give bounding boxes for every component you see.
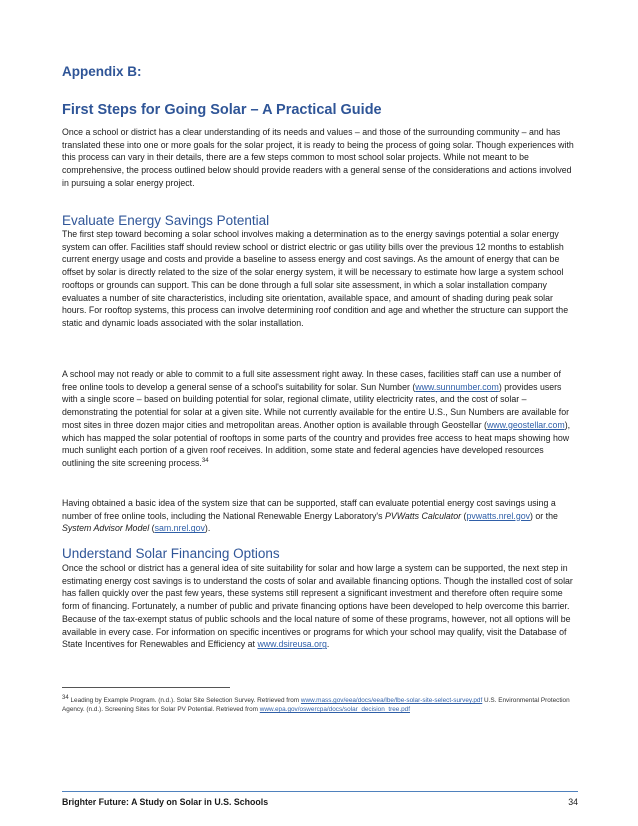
energy-savings-paragraph-2: A school may not ready or able to commit to a full site assessment right away. In these cases, facilities staff can use a number of free online tools to develop a general sense of a school's suitability for solar. Sun Number (www.sunnumber.com) provides users with a single score – based on building potential for solar, regional climate, utility electricity rates, and the cost of solar – demonstrating the potential for solar at a given site. While not currently available for the entire U.S., Sun Numbers are available for most sites in three dozen major cities and metropolitan areas. Another option is available through Geostellar (www.geostellar.com), which has mapped the solar potential of rooftops in some parts of the country and provides free access to heat maps showing how much sunlight each portion of a given roof receives. In addition, some state and federal agencies have developed resources outlining the site screening process.$^{34}$ [62, 369, 571, 468]
footer-document-title: Brighter Future: A Study on Solar in U.S. Schools [62, 797, 269, 807]
page-title: First Steps for Going Solar – A Practical Guide [62, 102, 382, 118]
footnote-separator [62, 687, 230, 688]
sam-link[interactable]: sam.nrel.gov [154, 523, 205, 534]
footnote-ref-34[interactable]: 34 [201, 458, 209, 464]
section-heading-financing: Understand Solar Financing Options [62, 546, 280, 561]
footnote-mass-gov-link[interactable]: www.mass.gov/eea/docs/eea/lbe/lbe-solar-site-select-survey.pdf [300, 697, 483, 704]
system-advisor-model-name: System Advisor Model [62, 523, 150, 534]
intro-paragraph: Once a school or district has a clear understanding of its needs and values – and those of the surrounding community – and has translated these into one or more goals for the solar project, it is ready to being the process of going solar. Though experiences with this process can vary in their details, there are a few steps common to most school solar projects. While not meant to be comprehensive, the process outlined below should provide readers with a general sense of the considerations and actions involved in pursuing a solar energy project. [62, 127, 574, 188]
pvwatts-calculator-name: PVWatts Calculator [384, 510, 462, 521]
energy-savings-paragraph-1: The first step toward becoming a solar school involves making a determination as to the energy savings potential a solar energy system can offer. Facilities staff should review school or district electric or gas utility bills over the previous 12 months to establish current energy usage and costs and provide a baseline to assess energy and cost savings. As the amount of energy that can be offset by solar is directly related to the size of the solar energy system, it will be necessary to estimate how large a system school rooftops or grounds can support. This can be done through a full solar site assessment, in which a solar installation company evaluates a number of site characteristics, including site orientation, available space, and amount of shading during peak solar hours. For rooftop systems, this process can involve determining roof condition and age and whether the structure can support the static and dynamic loads associated with the solar installation. [62, 229, 569, 328]
sunnumber-link[interactable]: www.sunnumber.com [415, 381, 499, 392]
dsire-link[interactable]: www.dsireusa.org [257, 639, 327, 650]
pvwatts-link[interactable]: pvwatts.nrel.gov [466, 510, 531, 521]
section-heading-energy-savings: Evaluate Energy Savings Potential [62, 213, 270, 228]
footnote-34: $^{34}$ Leading by Example Program. (n.d.). Solar Site Selection Survey. Retrieved from www.mass.gov/eea/docs/eea/lbe/lbe-solar-site-select-survey.pdf U.S. Environmental Protection Agency. (n.d.). Screening Sites for Solar PV Potential. Retrieved from www.epa.gov/oswercpa/docs/solar_decision_tree.pdf [62, 694, 570, 714]
footer-separator [62, 791, 578, 792]
geostellar-link[interactable]: www.geostellar.com [486, 419, 565, 430]
financing-paragraph: Once the school or district has a general idea of site suitability for solar and how large a system can be supported, the next step in estimating energy cost savings is to understand the costs of solar and available financing options. Though the installed cost of solar has fallen quickly over the past few years, these systems still represent a significant investment and therefore often require some form of financing. Fortunately, a number of public and private financing options have been developed to help overcome this barrier. Because of the tax-exempt status of public schools and the local nature of some of these programs, however, not all options will be available in every case. For information on specific incentives or programs for which your school may qualify, visit the Database of State Incentives for Renewables and Efficiency at www.dsireusa.org. [62, 563, 573, 650]
energy-savings-paragraph-3: Having obtained a basic idea of the system size that can be supported, staff can evaluate potential energy cost savings using a number of free online tools, including the National Renewable Energy Laboratory's PVWatts Calculator (pvwatts.nrel.gov) or the System Advisor Model (sam.nrel.gov). [62, 498, 558, 534]
page-number: 34 [568, 797, 578, 807]
footnote-epa-link[interactable]: www.epa.gov/oswercpa/docs/solar_decision_tree.pdf [259, 706, 410, 714]
appendix-label: Appendix B: [62, 64, 142, 79]
